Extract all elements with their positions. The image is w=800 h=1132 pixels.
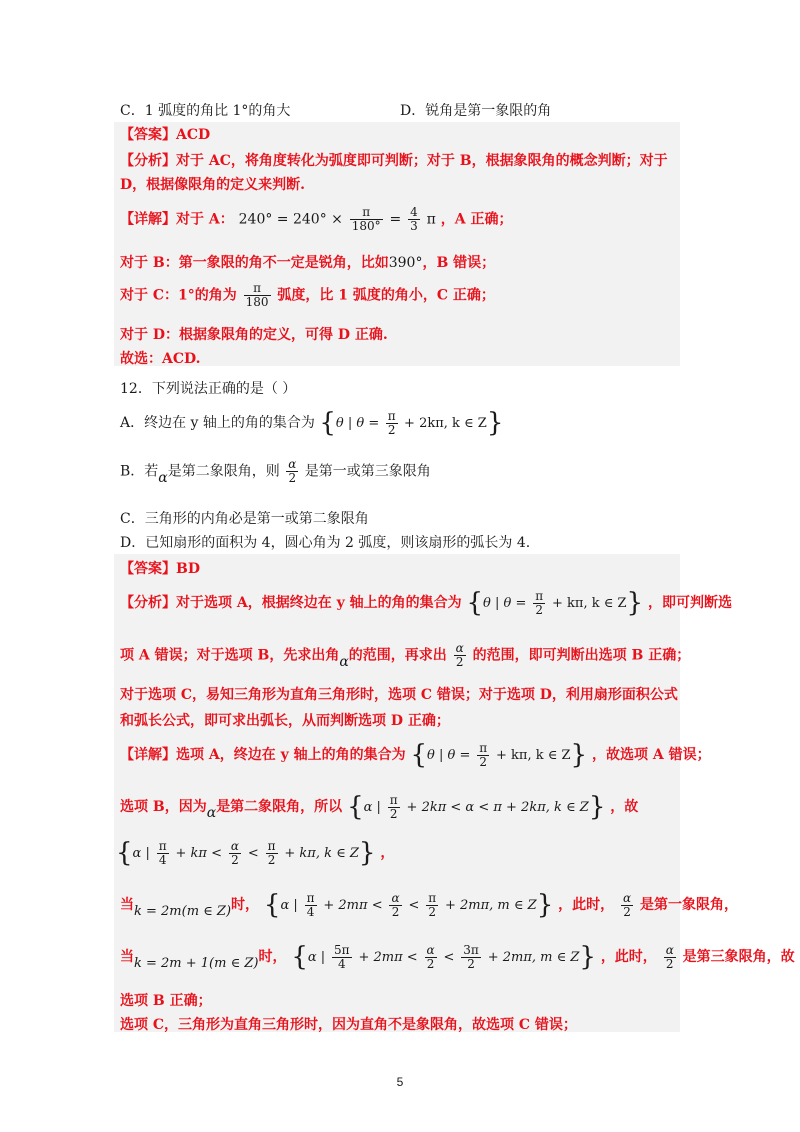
q11-detail-d: 对于 D：根据象限角的定义，可得 D 正确. <box>120 327 388 343</box>
q12-option-b: B．若α是第二象限角，则 $\frac{\alpha}{2}$ 是第一或第三象限角 <box>120 457 431 486</box>
q12-answer: 【答案】BD <box>120 561 200 577</box>
page-number: 5 <box>396 1075 404 1089</box>
q12-stem: 12．下列说法正确的是（ ） <box>120 381 297 397</box>
q12-detail-b-conclusion: 选项 B 正确； <box>120 993 212 1009</box>
q11-frac-pi-180b: $\frac{\pi}{180}$ <box>245 281 269 309</box>
q11-frac-pi-180: $\frac{\pi}{180^\circ}$ <box>351 205 381 233</box>
q11-analysis-line1: 【分析】对于 AC，将角度转化为弧度即可判断；对于 B，根据象限角的概念判断；对于 <box>120 153 668 169</box>
q12-detail-odd: 当k = 2m + 1(m ∈ Z)时， {α | $\frac{5\pi}{4}$ + 2mπ < $\frac{\alpha}{2}$ < $\frac{3\pi}{2}$ + 2mπ, m ∈ Z} ，此时， $\frac{\alpha}{2}$ 是第三象限角，故 <box>120 942 795 972</box>
q11-option-c: C．1 弧度的角比 1°的角大 <box>120 103 291 119</box>
q11-detail-a: 【详解】对于 A： 240° = 240° × $\frac{\pi}{180^\circ}$ = $\frac{4}{3}$ π ，A 正确； <box>120 205 513 233</box>
q12-option-a: A．终边在 y 轴上的角的集合为 {θ | θ = $\frac{\pi}{2}$ + 2kπ, k ∈ Z} <box>120 408 504 438</box>
q12-detail-even: 当k = 2m(m ∈ Z)时， {α | $\frac{\pi}{4}$ + 2mπ < $\frac{\alpha}{2}$ < $\frac{\pi}{2}$ + 2mπ, m ∈ Z} ，此时， $\frac{\alpha}{2}$ 是第一象限角， <box>120 890 738 920</box>
q11-detail-c: 对于 C：1°的角为 $\frac{\pi}{180}$ 弧度，比 1 弧度的角小，C 正确； <box>120 281 495 309</box>
q11-detail-b: 对于 B：第一象限的角不一定是锐角，比如390°，B 错误； <box>120 255 496 271</box>
q12-analysis-line2: 项 A 错误；对于选项 B，先求出角α的范围，再求出 $\frac{\alpha}{2}$ 的范围，即可判断出选项 B 正确； <box>120 641 691 670</box>
q12-detail-b-set: {α | $\frac{\pi}{4}$ + kπ < $\frac{\alpha}{2}$ < $\frac{\pi}{2}$ + kπ, k ∈ Z} ， <box>116 838 395 868</box>
q12-analysis-line1: 【分析】对于选项 A，根据终边在 y 轴上的角的集合为 {θ | θ = $\frac{\pi}{2}$ + kπ, k ∈ Z} ，即可判断选 <box>120 588 732 618</box>
q11-choice: 故选：ACD. <box>120 351 201 367</box>
q12-option-d: D．已知扇形的面积为 4，圆心角为 2 弧度，则该扇形的弧长为 4. <box>120 535 531 551</box>
q11-detail-prefix: 【详解】对于 A： <box>120 211 234 228</box>
q12-option-c: C．三角形的内角必是第一或第二象限角 <box>120 511 369 527</box>
q12-analysis-line4: 和弧长公式，即可求出弧长，从而判断选项 D 正确； <box>120 713 450 729</box>
q11-frac-4-3: $\frac{4}{3}$ <box>410 205 418 233</box>
q12-analysis-line3: 对于选项 C，易知三角形为直角三角形时，选项 C 错误；对于选项 D，利用扇形面积公式 <box>120 687 678 703</box>
q11-detail-math: 240° = 240° × <box>238 211 343 228</box>
q11-analysis-line2: D，根据像限角的定义来判断. <box>120 177 306 193</box>
q12-solution-box <box>114 554 795 1033</box>
q11-option-d: D．锐角是第一象限的角 <box>400 103 552 119</box>
q11-answer: 【答案】ACD <box>120 127 211 143</box>
q12-detail-b: 选项 B，因为α是第二象限角，所以 {α | $\frac{\pi}{2}$ + 2kπ < α < π + 2kπ, k ∈ Z} ，故 <box>120 792 639 822</box>
q12-detail-a: 【详解】选项 A，终边在 y 轴上的角的集合为 {θ | θ = $\frac{\pi}{2}$ + kπ, k ∈ Z} ，故选项 A 错误； <box>120 740 711 770</box>
q11-solution-box <box>114 122 680 366</box>
q12-detail-c: 选项 C，三角形为直角三角形时，因为直角不是象限角，故选项 C 错误； <box>120 1017 577 1033</box>
